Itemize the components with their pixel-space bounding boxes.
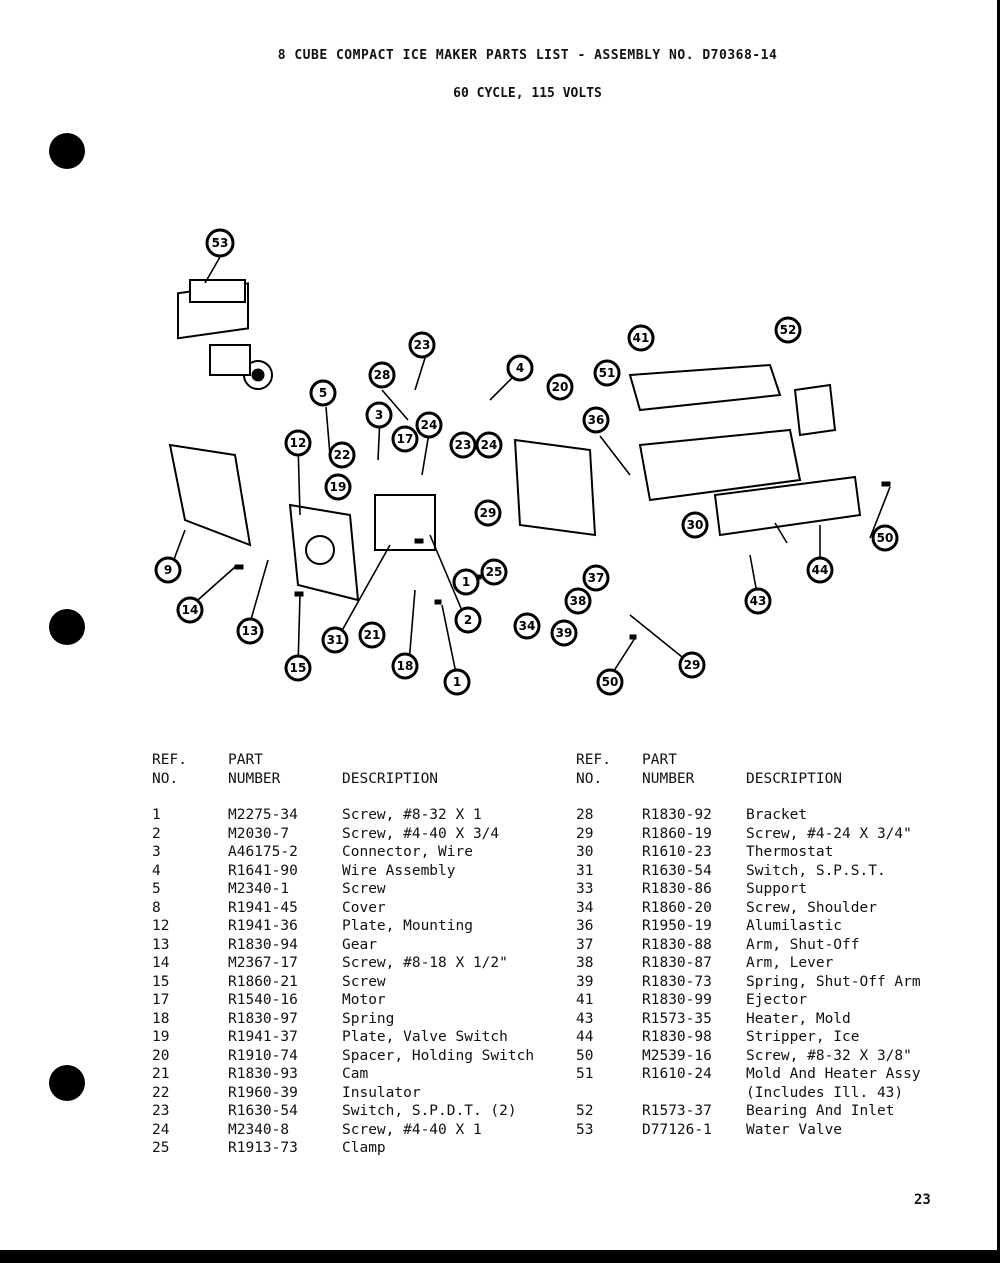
callout-22 — [330, 443, 354, 467]
part-description: Connector, Wire — [342, 844, 473, 860]
svg-text:38: 38 — [569, 594, 587, 608]
part-description: Alumilastic — [746, 918, 843, 934]
ref-number: 38 — [576, 955, 594, 971]
callout-43 — [746, 589, 770, 613]
part-description: Bearing And Inlet — [746, 1103, 895, 1119]
table-row — [576, 1084, 921, 1103]
ref-number: 21 — [152, 1066, 170, 1082]
svg-text:39: 39 — [555, 626, 573, 640]
part-description: Screw, Shoulder — [746, 899, 877, 916]
punch-hole — [49, 1065, 85, 1101]
table-row — [152, 825, 534, 844]
table-row — [576, 1028, 921, 1047]
description-header: DESCRIPTION — [746, 771, 843, 787]
ref-number: 2 — [152, 825, 161, 842]
table-row — [152, 1102, 534, 1121]
callout-4 — [508, 356, 532, 380]
ref-number: 34 — [576, 899, 594, 916]
svg-text:21: 21 — [363, 628, 381, 642]
ref-number: 51 — [576, 1066, 594, 1082]
table-row — [576, 825, 921, 844]
svg-text:41: 41 — [632, 331, 650, 345]
table-row — [152, 954, 534, 973]
ref-number: 31 — [576, 862, 594, 879]
table-row — [152, 843, 534, 862]
table-row — [576, 1121, 921, 1140]
part-number: R1913-73 — [228, 1140, 298, 1156]
ref-number: 5 — [152, 881, 161, 897]
part-number: R1941-45 — [228, 899, 298, 916]
ref-number: 50 — [576, 1047, 594, 1064]
part-description: Insulator — [342, 1084, 421, 1101]
table-row — [152, 1010, 534, 1029]
svg-text:17: 17 — [396, 432, 414, 446]
table-row — [576, 806, 921, 825]
table-row — [152, 899, 534, 918]
part-description: Switch, S.P.S.T. — [746, 862, 886, 879]
table-row — [152, 1065, 534, 1084]
ref-header-line1: REF. — [576, 752, 611, 768]
part-description: Bracket — [746, 807, 808, 823]
svg-text:50: 50 — [876, 531, 894, 545]
part-number: R1941-36 — [228, 918, 298, 934]
callout-38 — [566, 589, 590, 613]
ref-number: 22 — [152, 1084, 170, 1101]
callout-53 — [207, 230, 233, 256]
table-row — [152, 936, 534, 955]
ref-number: 20 — [152, 1047, 170, 1064]
part-number: R1610-23 — [642, 844, 712, 860]
svg-text:19: 19 — [329, 480, 347, 494]
table-row — [576, 862, 921, 881]
ref-number: 23 — [152, 1103, 170, 1119]
callout-15 — [286, 656, 310, 680]
callout-3 — [367, 403, 391, 427]
svg-text:20: 20 — [551, 380, 569, 394]
ref-number — [576, 1084, 642, 1103]
punch-hole — [49, 609, 85, 645]
table-row — [576, 954, 921, 973]
ref-number: 28 — [576, 807, 594, 823]
part-number: M2275-34 — [228, 807, 298, 823]
ref-number: 33 — [576, 881, 594, 897]
ref-header-line1: REF. — [152, 752, 187, 768]
table-row — [576, 899, 921, 918]
part-description: Cover — [342, 899, 386, 916]
part-description: Screw — [342, 973, 386, 990]
callout-50b — [598, 670, 622, 694]
svg-text:51: 51 — [598, 366, 616, 380]
callout-12 — [286, 431, 310, 455]
callout-44 — [808, 558, 832, 582]
svg-text:29: 29 — [479, 506, 497, 520]
table-row — [152, 1047, 534, 1066]
callout-19 — [326, 475, 350, 499]
ref-number: 44 — [576, 1029, 594, 1045]
part-header-line1: PART — [228, 752, 263, 768]
part-number: R1950-19 — [642, 918, 712, 934]
callout-1 — [454, 570, 478, 594]
table-row — [152, 806, 534, 825]
table-row — [576, 973, 921, 992]
part-header-line2: NUMBER — [228, 771, 281, 787]
part-header-line1: PART — [642, 752, 677, 768]
part-description: Cam — [342, 1066, 369, 1082]
part-description: Screw, #8-32 X 3/8" — [746, 1047, 912, 1064]
svg-text:14: 14 — [181, 603, 199, 617]
callout-24b — [477, 433, 501, 457]
part-number: R1860-21 — [228, 973, 298, 990]
callout-30 — [683, 513, 707, 537]
callout-1b — [445, 670, 469, 694]
description-header: DESCRIPTION — [342, 771, 439, 787]
svg-text:43: 43 — [749, 594, 767, 608]
part-description: Screw, #4-24 X 3/4" — [746, 825, 912, 842]
part-number: R1830-73 — [642, 973, 712, 990]
ref-number: 14 — [152, 955, 170, 971]
callout-20 — [548, 375, 572, 399]
svg-text:23: 23 — [454, 438, 472, 452]
svg-text:36: 36 — [587, 413, 605, 427]
ref-number: 36 — [576, 918, 594, 934]
ref-number: 12 — [152, 918, 170, 934]
part-number: R1860-20 — [642, 899, 712, 916]
part-description: Ejector — [746, 992, 808, 1008]
part-number: M2340-1 — [228, 881, 290, 897]
ref-number: 25 — [152, 1140, 170, 1156]
part-description: Screw, #4-40 X 3/4 — [342, 825, 500, 842]
ref-number: 13 — [152, 936, 170, 953]
part-number: R1960-39 — [228, 1084, 298, 1101]
svg-text:24: 24 — [420, 418, 438, 432]
part-description: Spring, Shut-Off Arm — [746, 973, 921, 990]
table-row — [576, 1102, 921, 1121]
part-number: R1910-74 — [228, 1047, 298, 1064]
part-number: D77126-1 — [642, 1121, 712, 1138]
table-row — [152, 1121, 534, 1140]
ref-number: 37 — [576, 936, 594, 953]
part-description: Screw, #8-32 X 1 — [342, 807, 482, 823]
punch-hole — [49, 133, 85, 169]
page-title: 8 CUBE COMPACT ICE MAKER PARTS LIST - ASSEMBLY NO. D70368-14 — [277, 48, 778, 63]
svg-text:28: 28 — [373, 368, 391, 382]
callout-2 — [456, 608, 480, 632]
part-header-line2: NUMBER — [642, 771, 695, 787]
part-description: Gear — [342, 936, 377, 953]
part-number: R1941-37 — [228, 1029, 298, 1045]
callout-5 — [311, 381, 335, 405]
callout-36 — [584, 408, 608, 432]
table-row — [152, 880, 534, 899]
table-row — [152, 917, 534, 936]
table-row — [576, 880, 921, 899]
part-description: Spring — [342, 1010, 395, 1027]
ref-number: 18 — [152, 1010, 170, 1027]
callout-21 — [360, 623, 384, 647]
svg-text:25: 25 — [485, 565, 503, 579]
svg-text:13: 13 — [241, 624, 259, 638]
part-number: R1830-94 — [228, 936, 298, 953]
part-description: Clamp — [342, 1140, 386, 1156]
part-number: R1830-88 — [642, 936, 712, 953]
part-number: R1830-99 — [642, 992, 712, 1008]
svg-text:1: 1 — [461, 575, 471, 589]
callout-13 — [238, 619, 262, 643]
part-number: R1573-35 — [642, 1010, 712, 1027]
exploded-parts-diagram — [130, 215, 930, 715]
part-description: Mold And Heater Assy — [746, 1066, 921, 1082]
part-description: Water Valve — [746, 1121, 843, 1138]
part-number: M2340-8 — [228, 1121, 290, 1138]
svg-text:22: 22 — [333, 448, 351, 462]
ref-number: 24 — [152, 1121, 170, 1138]
part-number: M2539-16 — [642, 1047, 712, 1064]
ref-header-line2: NO. — [152, 771, 179, 787]
svg-text:34: 34 — [518, 619, 536, 633]
ref-number: 53 — [576, 1121, 594, 1138]
table-row — [152, 1084, 534, 1103]
callout-29b — [680, 653, 704, 677]
svg-text:44: 44 — [811, 563, 829, 577]
table-row — [152, 1028, 534, 1047]
callout-25 — [482, 560, 506, 584]
table-row — [152, 1139, 534, 1158]
table-row — [152, 973, 534, 992]
part-number: R1830-86 — [642, 881, 712, 897]
callout-50 — [873, 526, 897, 550]
part-description: Motor — [342, 992, 386, 1008]
svg-text:4: 4 — [515, 361, 525, 375]
callout-31 — [323, 628, 347, 652]
ref-header-line2: NO. — [576, 771, 603, 787]
table-row — [152, 991, 534, 1010]
callout-51 — [595, 361, 619, 385]
table-row — [576, 843, 921, 862]
svg-text:31: 31 — [326, 633, 344, 647]
part-number: A46175-2 — [228, 844, 298, 860]
table-row — [576, 917, 921, 936]
page-number: 23 — [914, 1192, 931, 1208]
callout-39 — [552, 621, 576, 645]
water-valve-drawing — [178, 280, 272, 389]
svg-text:37: 37 — [587, 571, 605, 585]
part-number: R1830-92 — [642, 807, 712, 823]
part-number: R1610-24 — [642, 1066, 712, 1082]
part-description: Arm, Lever — [746, 955, 834, 971]
cover-drawing — [170, 445, 250, 545]
part-description: Screw, #8-18 X 1/2" — [342, 955, 508, 971]
svg-text:18: 18 — [396, 659, 414, 673]
part-number: R1630-54 — [642, 862, 712, 879]
part-description: Screw — [342, 881, 386, 897]
part-number: R1830-87 — [642, 955, 712, 971]
part-number: M2367-17 — [228, 955, 298, 971]
svg-text:3: 3 — [374, 408, 384, 422]
part-number — [642, 1084, 746, 1103]
part-description: Spacer, Holding Switch — [342, 1047, 535, 1064]
table-row — [576, 1010, 921, 1029]
part-description: Plate, Mounting — [342, 918, 473, 934]
ref-number: 15 — [152, 973, 170, 990]
part-description: Support — [746, 881, 808, 897]
part-number: M2030-7 — [228, 825, 290, 842]
part-description: Switch, S.P.D.T. (2) — [342, 1103, 517, 1119]
svg-text:2: 2 — [463, 613, 473, 627]
part-description: Thermostat — [746, 844, 834, 860]
part-number: R1540-16 — [228, 992, 298, 1008]
table-row — [152, 862, 534, 881]
ref-number: 52 — [576, 1103, 594, 1119]
part-number: R1641-90 — [228, 862, 298, 879]
ref-number: 4 — [152, 862, 161, 879]
parts-table-left — [152, 751, 534, 1158]
svg-text:12: 12 — [289, 436, 307, 450]
ref-number: 3 — [152, 844, 161, 860]
motor-drawing — [375, 495, 435, 550]
svg-text:15: 15 — [289, 661, 307, 675]
callout-18 — [393, 654, 417, 678]
svg-text:53: 53 — [211, 236, 229, 250]
table-row — [576, 1065, 921, 1084]
ref-number: 8 — [152, 899, 161, 916]
ref-number: 29 — [576, 825, 594, 842]
callout-14 — [178, 598, 202, 622]
callout-23b — [451, 433, 475, 457]
callout-52 — [776, 318, 800, 342]
callout-24 — [417, 413, 441, 437]
ref-number: 1 — [152, 807, 161, 823]
parts-table-right — [576, 751, 921, 1139]
callout-41 — [629, 326, 653, 350]
ref-number: 43 — [576, 1010, 594, 1027]
ejector-drawing — [630, 365, 780, 410]
part-number: R1630-54 — [228, 1103, 298, 1119]
part-number: R1573-37 — [642, 1103, 712, 1119]
svg-text:29: 29 — [683, 658, 701, 672]
svg-text:52: 52 — [779, 323, 797, 337]
table-row — [576, 936, 921, 955]
svg-text:30: 30 — [686, 518, 704, 532]
callout-34 — [515, 614, 539, 638]
part-description: Plate, Valve Switch — [342, 1029, 508, 1045]
table-row — [576, 991, 921, 1010]
callout-28 — [370, 363, 394, 387]
svg-text:9: 9 — [163, 563, 173, 577]
callout-37 — [584, 566, 608, 590]
part-number: R1830-97 — [228, 1010, 298, 1027]
svg-text:1: 1 — [452, 675, 462, 689]
callout-23 — [410, 333, 434, 357]
ref-number: 39 — [576, 973, 594, 990]
part-number: R1830-98 — [642, 1029, 712, 1045]
callout-17 — [393, 427, 417, 451]
ref-number: 17 — [152, 992, 170, 1008]
callout-29 — [476, 501, 500, 525]
part-description: Wire Assembly — [342, 862, 456, 879]
housing-drawing — [515, 440, 595, 535]
part-number: R1830-93 — [228, 1066, 298, 1082]
ref-number: 19 — [152, 1029, 170, 1045]
part-description: Screw, #4-40 X 1 — [342, 1121, 482, 1138]
bearing-inlet-drawing — [795, 385, 835, 435]
part-description: Arm, Shut-Off — [746, 936, 860, 953]
part-description: (Includes Ill. 43) — [746, 1084, 904, 1101]
callout-9 — [156, 558, 180, 582]
svg-text:23: 23 — [413, 338, 431, 352]
svg-text:50: 50 — [601, 675, 619, 689]
part-description: Stripper, Ice — [746, 1029, 860, 1045]
page-subtitle: 60 CYCLE, 115 VOLTS — [453, 86, 602, 101]
ref-number: 41 — [576, 992, 594, 1008]
part-number: R1860-19 — [642, 825, 712, 842]
svg-text:5: 5 — [318, 386, 328, 400]
svg-text:24: 24 — [480, 438, 498, 452]
part-description: Heater, Mold — [746, 1010, 851, 1027]
table-row — [576, 1047, 921, 1066]
ref-number: 30 — [576, 844, 594, 860]
